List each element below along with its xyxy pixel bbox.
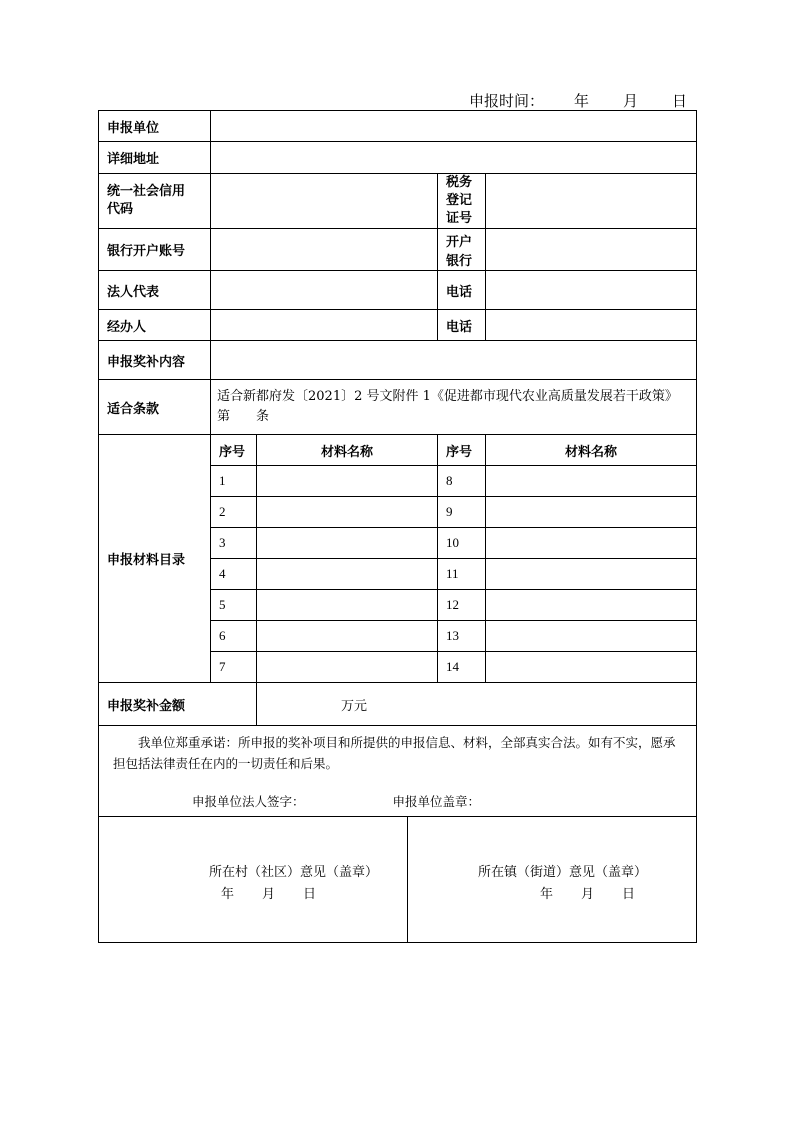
material-name-input[interactable] [257, 497, 438, 528]
bank-label: 开户银行 [438, 229, 486, 271]
clause-text: 适合新都府发〔2021〕2 号文附件 1《促进都市现代农业高质量发展若干政策》 第 条 [211, 380, 697, 435]
materials-col-no: 序号 [211, 435, 257, 466]
material-name-input[interactable] [257, 466, 438, 497]
material-name-input[interactable] [486, 497, 697, 528]
material-name-input[interactable] [486, 652, 697, 683]
content-label: 申报奖补内容 [99, 341, 211, 380]
material-name-input[interactable] [486, 621, 697, 652]
amount-input[interactable] [257, 683, 697, 726]
material-no: 10 [438, 528, 486, 559]
town-opinion-label: 所在镇（街道）意见（盖章） [478, 865, 648, 880]
clause-label: 适合条款 [99, 380, 211, 435]
pledge-section [99, 726, 697, 817]
content-input[interactable] [211, 341, 697, 380]
material-name-input[interactable] [486, 590, 697, 621]
legal-signature-label: 申报单位法人签字： [192, 794, 305, 809]
material-name-input[interactable] [257, 590, 438, 621]
material-no: 12 [438, 590, 486, 621]
material-no: 3 [211, 528, 257, 559]
material-name-input[interactable] [486, 559, 697, 590]
legal-rep-phone-label: 电话 [438, 271, 486, 310]
material-no: 2 [211, 497, 257, 528]
legal-rep-input[interactable] [211, 271, 438, 310]
bank-input[interactable] [486, 229, 697, 271]
handler-phone-input[interactable] [486, 310, 697, 341]
material-name-input[interactable] [257, 559, 438, 590]
materials-col-name-right: 材料名称 [486, 435, 697, 466]
material-name-input[interactable] [257, 528, 438, 559]
town-day: 日 [622, 887, 636, 902]
village-day: 日 [303, 887, 317, 902]
material-no: 11 [438, 559, 486, 590]
credit-code-label: 统一社会信用 代码 [99, 174, 211, 229]
date-month: 月 [623, 92, 639, 110]
materials-col-no-right: 序号 [438, 435, 486, 466]
opinion-table [98, 817, 697, 943]
town-month: 月 [581, 887, 595, 902]
date-year: 年 [574, 92, 590, 110]
pledge-text: 我单位郑重承诺：所申报的奖补项目和所提供的申报信息、材料，全部真实合法。如有不实，愿承担包括法律责任在内的一切责任和后果。 [113, 735, 676, 771]
signature-line [107, 774, 688, 816]
town-year: 年 [539, 887, 553, 902]
tax-no-input[interactable] [486, 174, 697, 229]
material-no: 14 [438, 652, 486, 683]
bank-account-input[interactable] [211, 229, 438, 271]
handler-input[interactable] [211, 310, 438, 341]
unit-input[interactable] [211, 111, 697, 142]
village-year: 年 [220, 887, 234, 902]
material-name-input[interactable] [486, 528, 697, 559]
material-no: 9 [438, 497, 486, 528]
legal-rep-label: 法人代表 [99, 271, 211, 310]
materials-label: 申报材料目录 [99, 435, 211, 683]
material-no: 7 [211, 652, 257, 683]
material-no: 5 [211, 590, 257, 621]
address-label: 详细地址 [99, 142, 211, 174]
date-label: 申报时间： [469, 92, 545, 110]
bank-account-label: 银行开户账号 [99, 229, 211, 271]
legal-rep-phone-input[interactable] [486, 271, 697, 310]
amount-unit: 万元 [341, 698, 368, 714]
address-input[interactable] [211, 142, 697, 174]
amount-label: 申报奖补金额 [99, 683, 257, 726]
village-opinion[interactable] [99, 817, 408, 943]
handler-label: 经办人 [99, 310, 211, 341]
handler-phone-label: 电话 [438, 310, 486, 341]
application-form [98, 110, 696, 943]
village-month: 月 [262, 887, 276, 902]
town-opinion[interactable] [408, 817, 697, 943]
form-table [98, 110, 697, 817]
declaration-date [469, 90, 687, 111]
tax-no-label: 税务登记 证号 [438, 174, 486, 229]
material-no: 6 [211, 621, 257, 652]
village-opinion-label: 所在村（社区）意见（盖章） [209, 865, 379, 880]
material-name-input[interactable] [257, 621, 438, 652]
material-no: 4 [211, 559, 257, 590]
material-no: 8 [438, 466, 486, 497]
seal-label: 申报单位盖章： [392, 794, 481, 809]
unit-label: 申报单位 [99, 111, 211, 142]
materials-col-name: 材料名称 [257, 435, 438, 466]
material-name-input[interactable] [486, 466, 697, 497]
date-day: 日 [672, 92, 688, 110]
credit-code-input[interactable] [211, 174, 438, 229]
material-no: 13 [438, 621, 486, 652]
material-no: 1 [211, 466, 257, 497]
material-name-input[interactable] [257, 652, 438, 683]
